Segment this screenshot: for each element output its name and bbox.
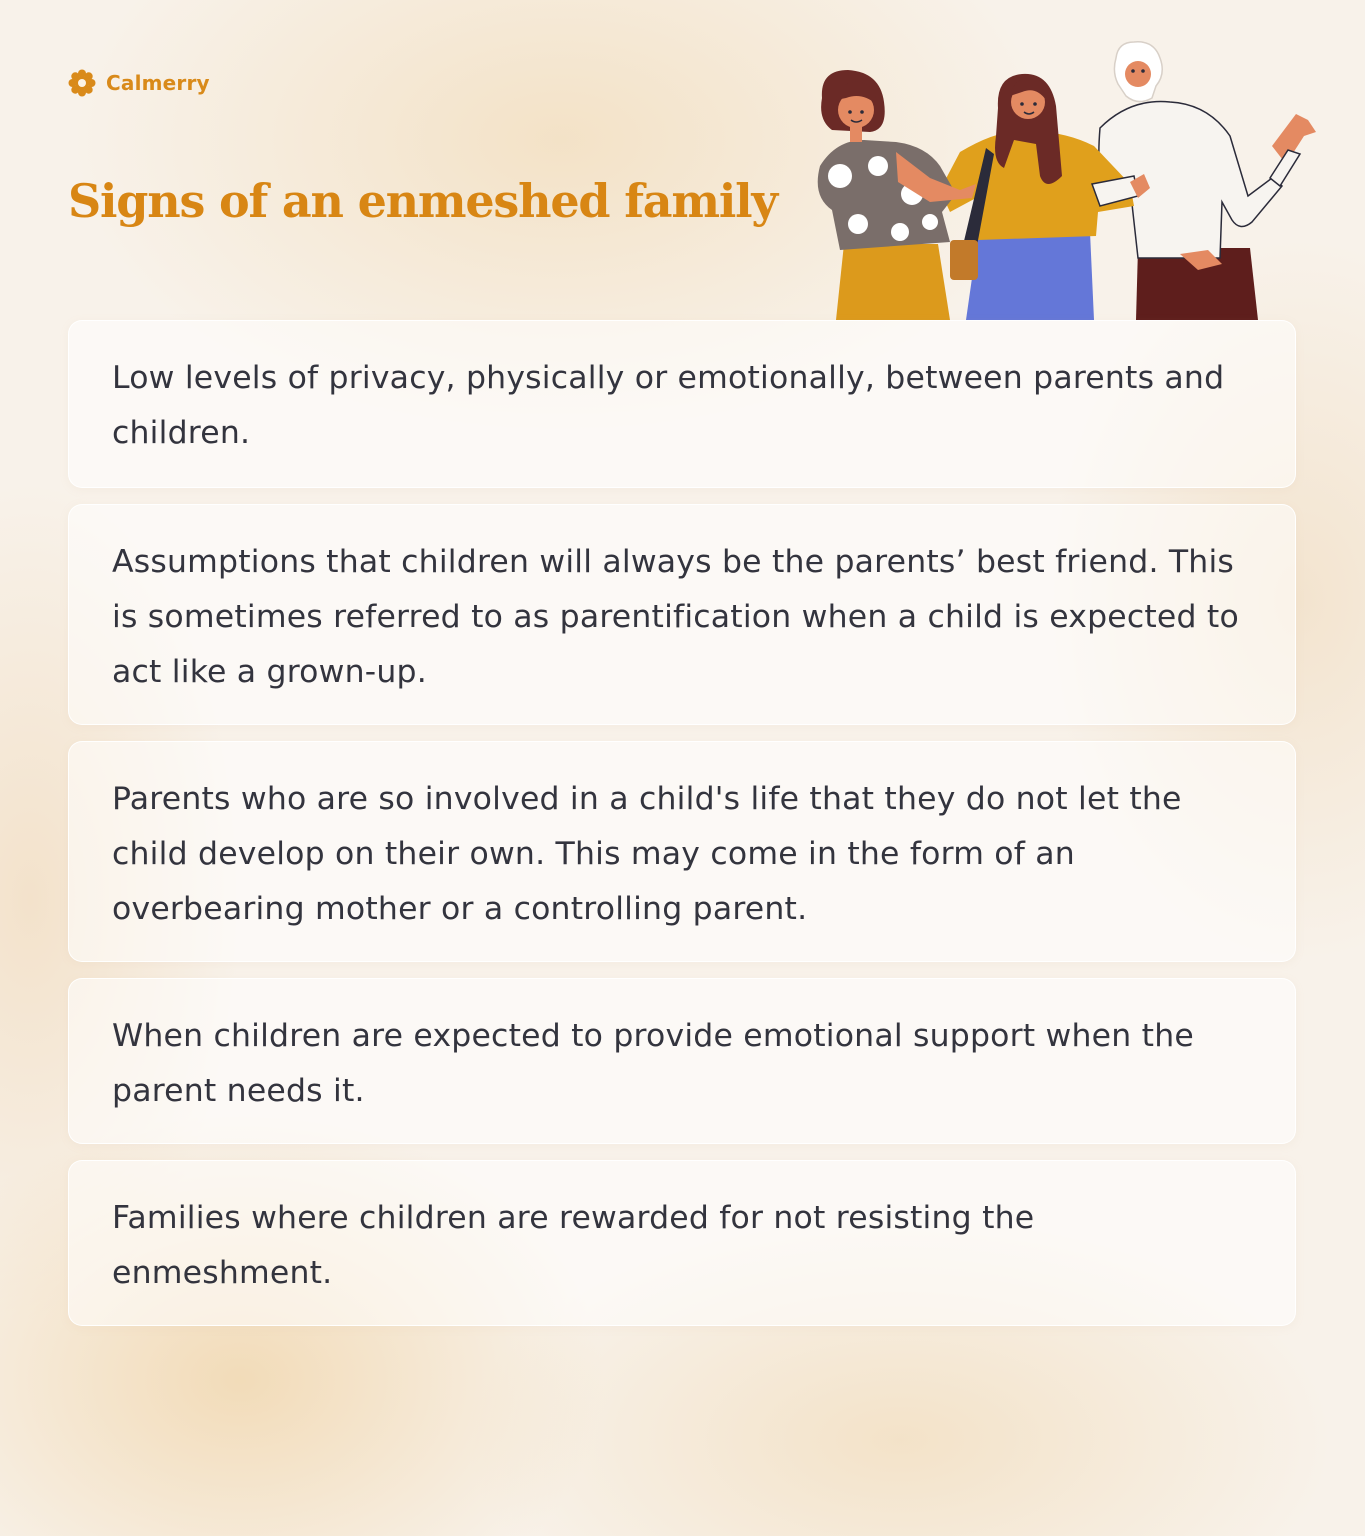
- family-people-illustration: [800, 36, 1330, 321]
- sign-card-text: Families where children are rewarded for not resisting the enmeshment.: [112, 1200, 1035, 1291]
- sign-card-text: Low levels of privacy, physically or emotionally, between parents and children.: [112, 360, 1225, 451]
- sign-card: [68, 741, 1296, 962]
- sign-card: [68, 978, 1296, 1144]
- sign-card-text: Parents who are so involved in a child's life that they do not let the child develop on their own. This may come in the form of an overbearing mother or a controlling parent.: [112, 781, 1182, 927]
- sign-card-text: Assumptions that children will always be the parents’ best friend. This is sometimes referred to as parentification when a child is expected to act like a grown-up.: [112, 544, 1239, 690]
- signs-list: [68, 320, 1296, 1342]
- brand-name: Calmerry: [106, 71, 210, 95]
- sign-card-text: When children are expected to provide emotional support when the parent needs it.: [112, 1018, 1194, 1109]
- sign-card: [68, 320, 1296, 488]
- sign-card: [68, 1160, 1296, 1326]
- flower-icon: [68, 69, 96, 97]
- page-title: Signs of an enmeshed family: [68, 174, 777, 228]
- woman-left-figure: [818, 70, 976, 320]
- brand-logo[interactable]: [68, 68, 210, 98]
- sign-card: [68, 504, 1296, 725]
